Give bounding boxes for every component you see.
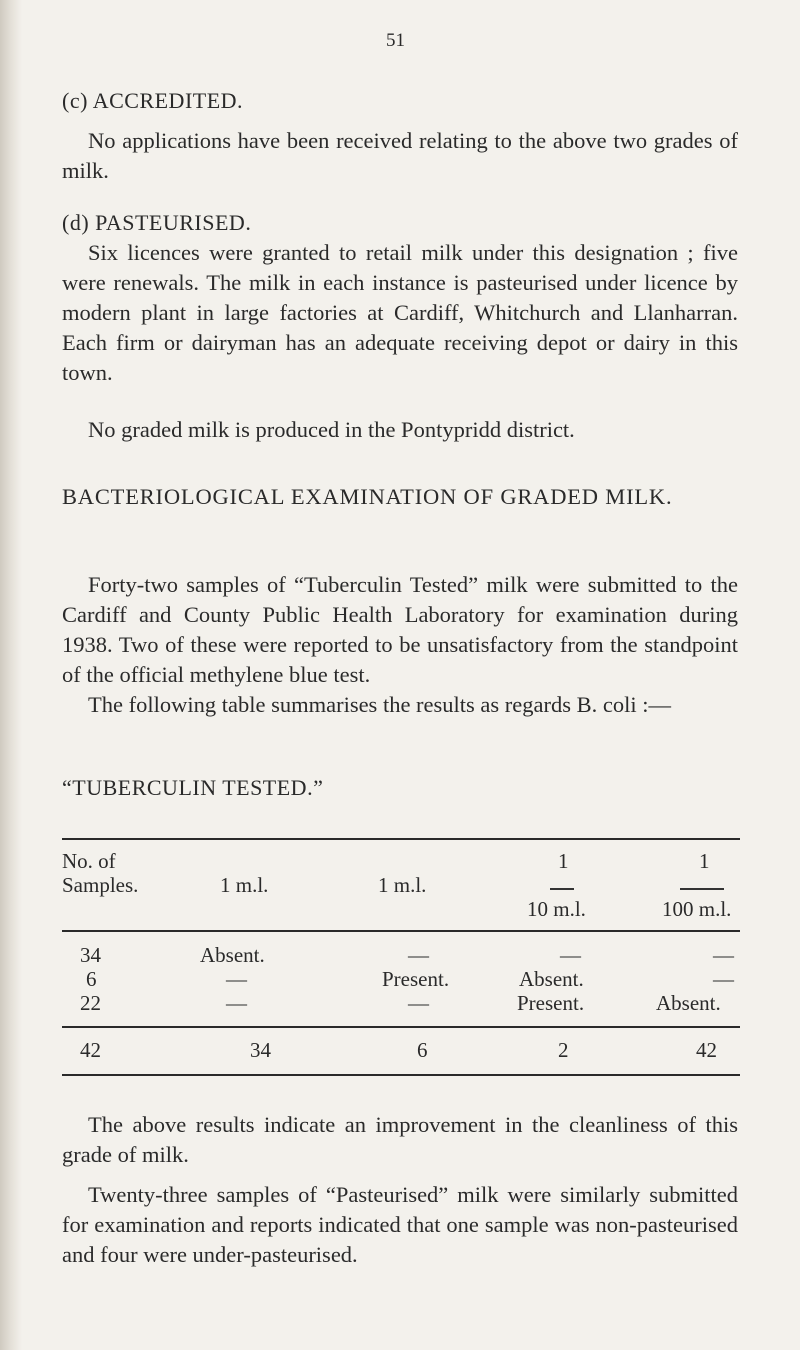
table-cell: 34: [80, 943, 101, 967]
table-cell: 22: [80, 991, 101, 1015]
table-cell: Absent.: [656, 991, 721, 1015]
table-cell: —: [408, 991, 429, 1015]
table-cell: —: [560, 943, 581, 967]
table-header-rule: [62, 930, 740, 932]
header-samples-line1: No. of: [62, 849, 116, 873]
page-number: 51: [386, 30, 405, 51]
table-title: “TUBERCULIN TESTED.”: [62, 775, 324, 800]
table-cell: Absent.: [519, 967, 584, 991]
header-tenth-denominator: 10 m.l.: [527, 897, 586, 921]
header-hundredth-fraction-bar: [680, 888, 724, 890]
header-1ml-a: 1 m.l.: [220, 873, 269, 897]
closing-paragraph-1: The above results indicate an improvement in the cleanliness of this grade of milk.: [62, 1112, 738, 1167]
section-c-heading: (c) ACCREDITED.: [62, 88, 244, 113]
table-cell: —: [713, 967, 734, 991]
closing-paragraph-2: Twenty-three samples of “Pasteurised” milk were similarly submitted for examination and reports indicated that one sample was non-pasteurised and four were under-pasteurised.: [62, 1182, 738, 1267]
table-bottom-rule: [62, 1074, 740, 1076]
total-cell: 6: [417, 1038, 428, 1062]
header-tenth-fraction-bar: [550, 888, 574, 890]
table-cell: 6: [86, 967, 97, 991]
table-totals-rule: [62, 1026, 740, 1028]
table-cell: Absent.: [200, 943, 265, 967]
header-tenth-numerator: 1: [558, 849, 569, 873]
total-cell: 42: [80, 1038, 101, 1062]
total-cell: 34: [250, 1038, 271, 1062]
header-hundredth-numerator: 1: [699, 849, 710, 873]
header-samples-line2: Samples.: [62, 873, 139, 897]
bacteriological-heading: BACTERIOLOGICAL EXAMINATION OF GRADED MILK.: [62, 484, 673, 509]
section-d-paragraph-1: Six licences were granted to retail milk under this designation ; five were renewals. The milk in each instance is pasteurised under licence by modern plant in large factories at Cardiff, Whitchurch and Llanharran. Each firm or dairyman has an adequate receiving depot or dairy in this town.: [62, 240, 738, 385]
table-cell: —: [408, 943, 429, 967]
table-top-rule: [62, 838, 740, 840]
bacteriological-paragraph-1: Forty-two samples of “Tuberculin Tested” milk were submitted to the Cardiff and County Public Health Laboratory for examination during 1938. Two of these were reported to be unsatisfactory from the standpoint of the official methylene blue test.: [62, 572, 738, 687]
table-cell: —: [226, 967, 247, 991]
section-d-heading: (d) PASTEURISED.: [62, 210, 252, 235]
table-cell: —: [226, 991, 247, 1015]
table-cell: —: [713, 943, 734, 967]
header-hundredth-denominator: 100 m.l.: [662, 897, 732, 921]
total-cell: 42: [696, 1038, 717, 1062]
bacteriological-paragraph-2: The following table summarises the results as regards B. coli :—: [88, 692, 672, 717]
header-1ml-b: 1 m.l.: [378, 873, 427, 897]
section-d-paragraph-2: No graded milk is produced in the Pontypridd district.: [88, 417, 575, 442]
table-cell: Present.: [382, 967, 450, 991]
total-cell: 2: [558, 1038, 569, 1062]
section-c-text: No applications have been received relating to the above two grades of milk.: [62, 128, 738, 183]
table-cell: Present.: [517, 991, 585, 1015]
